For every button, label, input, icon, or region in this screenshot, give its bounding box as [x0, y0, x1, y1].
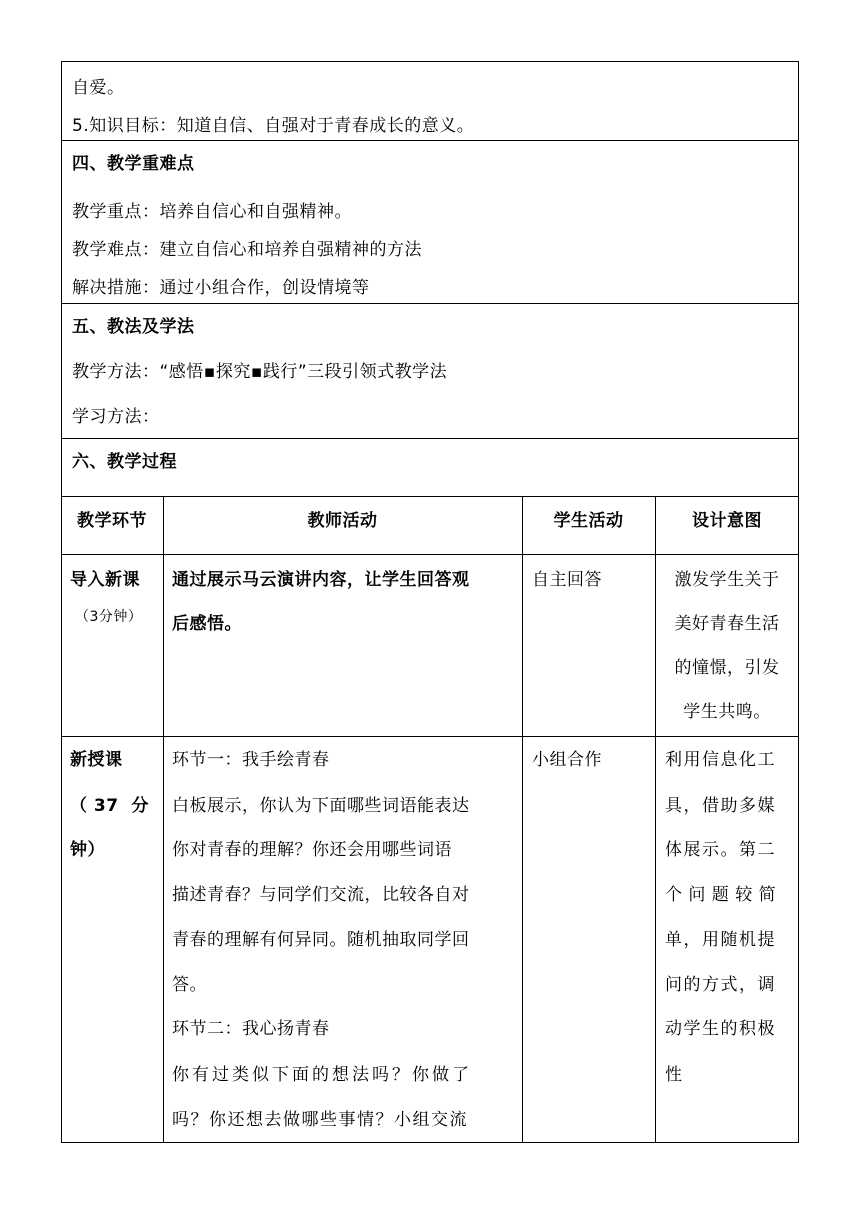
stage-duration: 钟）	[70, 840, 105, 860]
section-heading: 六、教学过程	[72, 452, 177, 472]
divider	[61, 140, 799, 141]
document-page	[61, 61, 799, 1143]
design-intent-line: 利用信息化工	[665, 750, 776, 770]
design-intent-line: 体展示。第二	[665, 840, 776, 860]
divider	[61, 736, 799, 737]
teacher-activity-line: 环节一：我手绘青春	[172, 750, 330, 770]
teacher-activity-line: 描述青春？与同学们交流，比较各自对	[172, 885, 470, 905]
teacher-activity-line: 环节二：我心扬青春	[172, 1019, 330, 1039]
student-activity: 自主回答	[532, 570, 602, 590]
design-intent-line: 单，用随机提	[665, 930, 776, 950]
section-heading: 五、教法及学法	[72, 317, 195, 337]
student-activity: 小组合作	[532, 750, 602, 770]
divider	[61, 438, 799, 439]
column-divider	[522, 496, 523, 1143]
section-heading: 四、教学重难点	[72, 154, 195, 174]
stage-name: 导入新课	[70, 570, 140, 590]
teacher-activity-line: 后感悟。	[172, 614, 242, 634]
design-intent-line: 性	[665, 1065, 683, 1085]
design-intent-line: 美好青春生活	[674, 614, 780, 634]
teacher-activity-line: 白板展示，你认为下面哪些词语能表达	[172, 796, 470, 816]
divider	[61, 554, 799, 555]
design-intent-line: 具，借助多媒	[665, 796, 776, 816]
stage-duration: （3分钟）	[75, 609, 143, 625]
teacher-activity-line: 吗？你还想去做哪些事情？小组交流	[172, 1110, 468, 1130]
column-divider	[655, 496, 656, 1143]
column-header: 教师活动	[307, 511, 378, 531]
design-intent-line: 个 问 题 较 简	[665, 885, 777, 905]
teacher-activity-line: 通过展示马云演讲内容，让学生回答观	[172, 570, 470, 590]
teacher-activity-line: 答。	[172, 975, 207, 995]
teaching-focus: 教学重点：培养自信心和自强精神。	[72, 202, 352, 222]
column-divider	[163, 496, 164, 1143]
divider	[61, 303, 799, 304]
objective-line: 5.知识目标：知道自信、自强对于青春成长的意义。	[72, 116, 475, 136]
design-intent-line: 动学生的积极	[665, 1019, 776, 1039]
column-header: 教学环节	[77, 511, 147, 531]
teacher-activity-line: 青春的理解有何异同。随机抽取同学回	[172, 930, 470, 950]
design-intent-line: 学生共鸣。	[683, 702, 771, 722]
column-header: 设计意图	[692, 511, 762, 531]
solution-measures: 解决措施：通过小组合作，创设情境等	[72, 278, 370, 298]
objective-line: 自爱。	[72, 78, 125, 98]
design-intent-line: 问的方式，调	[665, 975, 776, 995]
stage-name: 新授课	[70, 750, 123, 770]
teaching-difficulty: 教学难点：建立自信心和培养自强精神的方法	[72, 240, 422, 260]
design-intent-line: 的憧憬，引发	[674, 658, 780, 678]
teaching-method: 教学方法：“感悟▪探究▪践行”三段引领式教学法	[72, 362, 448, 382]
divider	[61, 496, 799, 497]
learning-method: 学习方法：	[72, 407, 160, 427]
teacher-activity-line: 你有过类似下面的想法吗？你做了	[172, 1065, 472, 1085]
stage-duration: （ 37 分	[70, 796, 149, 816]
column-header: 学生活动	[553, 511, 624, 531]
design-intent-line: 激发学生关于	[674, 570, 780, 590]
teacher-activity-line: 你对青春的理解？你还会用哪些词语	[172, 840, 452, 860]
